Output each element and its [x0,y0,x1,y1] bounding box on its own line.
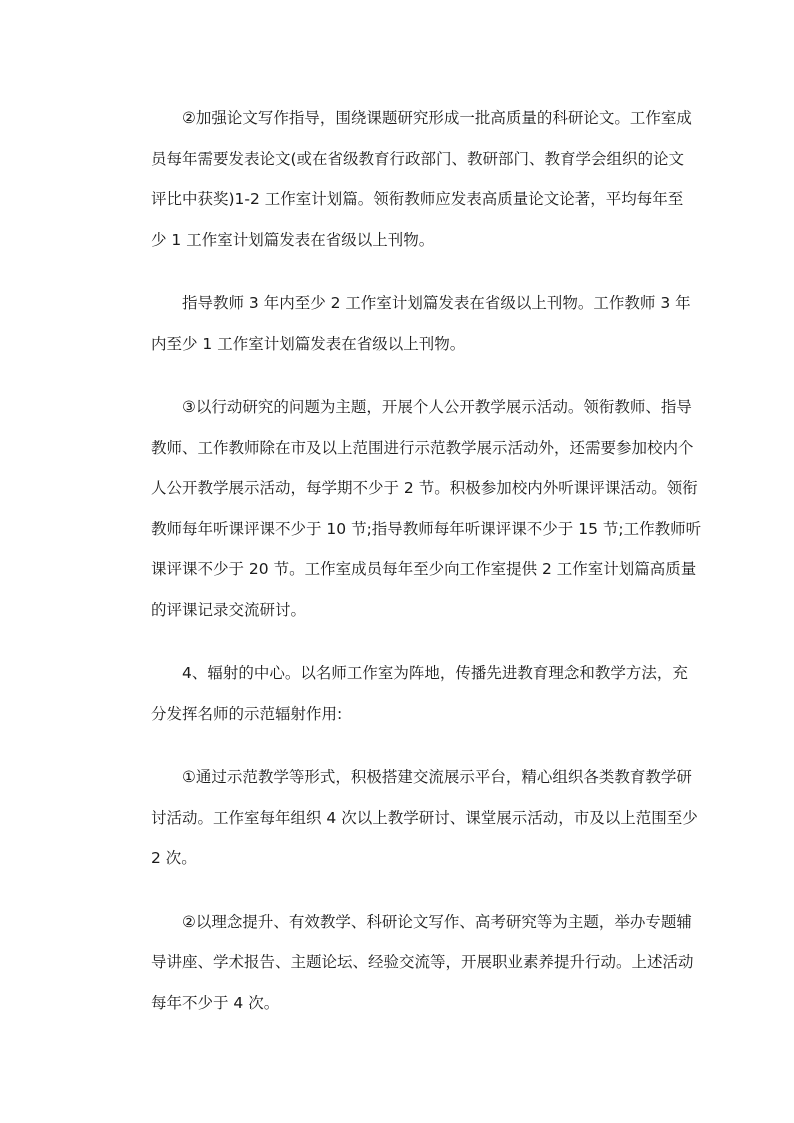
text-line: 4、辐射的中心。以名师工作室为阵地，传播先进教育理念和教学方法，充 [182,664,688,682]
paragraph-guiding-teachers [120,283,694,364]
document-body [120,98,702,1023]
text-line: ①通过示范教学等形式，积极搭建交流展示平台，精心组织各类教育教学研 [182,768,692,786]
text-line: ③以行动研究的问题为主题，开展个人公开教学展示活动。领衔教师、指导 [182,398,692,416]
text-line: 课评课不少于 20 节。工作室成员每年至少向工作室提供 2 工作室计划篇高质量 [151,560,697,578]
text-line: 指导教师 3 年内至少 2 工作室计划篇发表在省级以上刊物。工作教师 3 年 [182,294,691,312]
text-line: 少 1 工作室计划篇发表在省级以上刊物。 [151,230,435,249]
text-line: 的评课记录交流研讨。 [151,600,307,619]
paragraph-demonstration-platform [120,757,698,879]
paragraph-teaching-demonstration [120,387,702,630]
paragraph-lectures [120,902,694,1024]
text-line: 教师每年听课评课不少于 10 节;指导教师每年听课评课不少于 15 节;工作教师听 [151,519,702,538]
text-line: 讨活动。工作室每年组织 4 次以上教学研讨、课堂展示活动，市及以上范围至少 [151,808,698,827]
text-line: ②加强论文写作指导，围绕课题研究形成一批高质量的科研论文。工作室成 [182,109,692,127]
text-line: 导讲座、学术报告、主题论坛、经验交流等，开展职业素养提升行动。上述活动 [151,953,694,971]
text-line: 评比中获奖)1-2 工作室计划篇。领衔教师应发表高质量论文论著，平均每年至 [151,190,684,208]
paragraph-paper-writing [120,98,694,260]
text-line: 分发挥名师的示范辐射作用: [151,704,343,723]
text-line: 每年不少于 4 次。 [151,993,280,1012]
text-line: 内至少 1 工作室计划篇发表在省级以上刊物。 [151,334,466,353]
paragraph-radiation-center [120,653,694,734]
text-line: 员每年需要发表论文(或在省级教育行政部门、教研部门、教育学会组织的论文 [151,149,685,168]
text-line: 人公开教学展示活动，每学期不少于 2 节。积极参加校内外听课评课活动。领衔 [151,479,698,497]
text-line: 2 次。 [151,849,197,867]
text-line: 教师、工作教师除在市及以上范围进行示范教学展示活动外，还需要参加校内个 [151,438,694,457]
text-line: ②以理念提升、有效教学、科研论文写作、高考研究等为主题，举办专题辅 [182,912,692,931]
